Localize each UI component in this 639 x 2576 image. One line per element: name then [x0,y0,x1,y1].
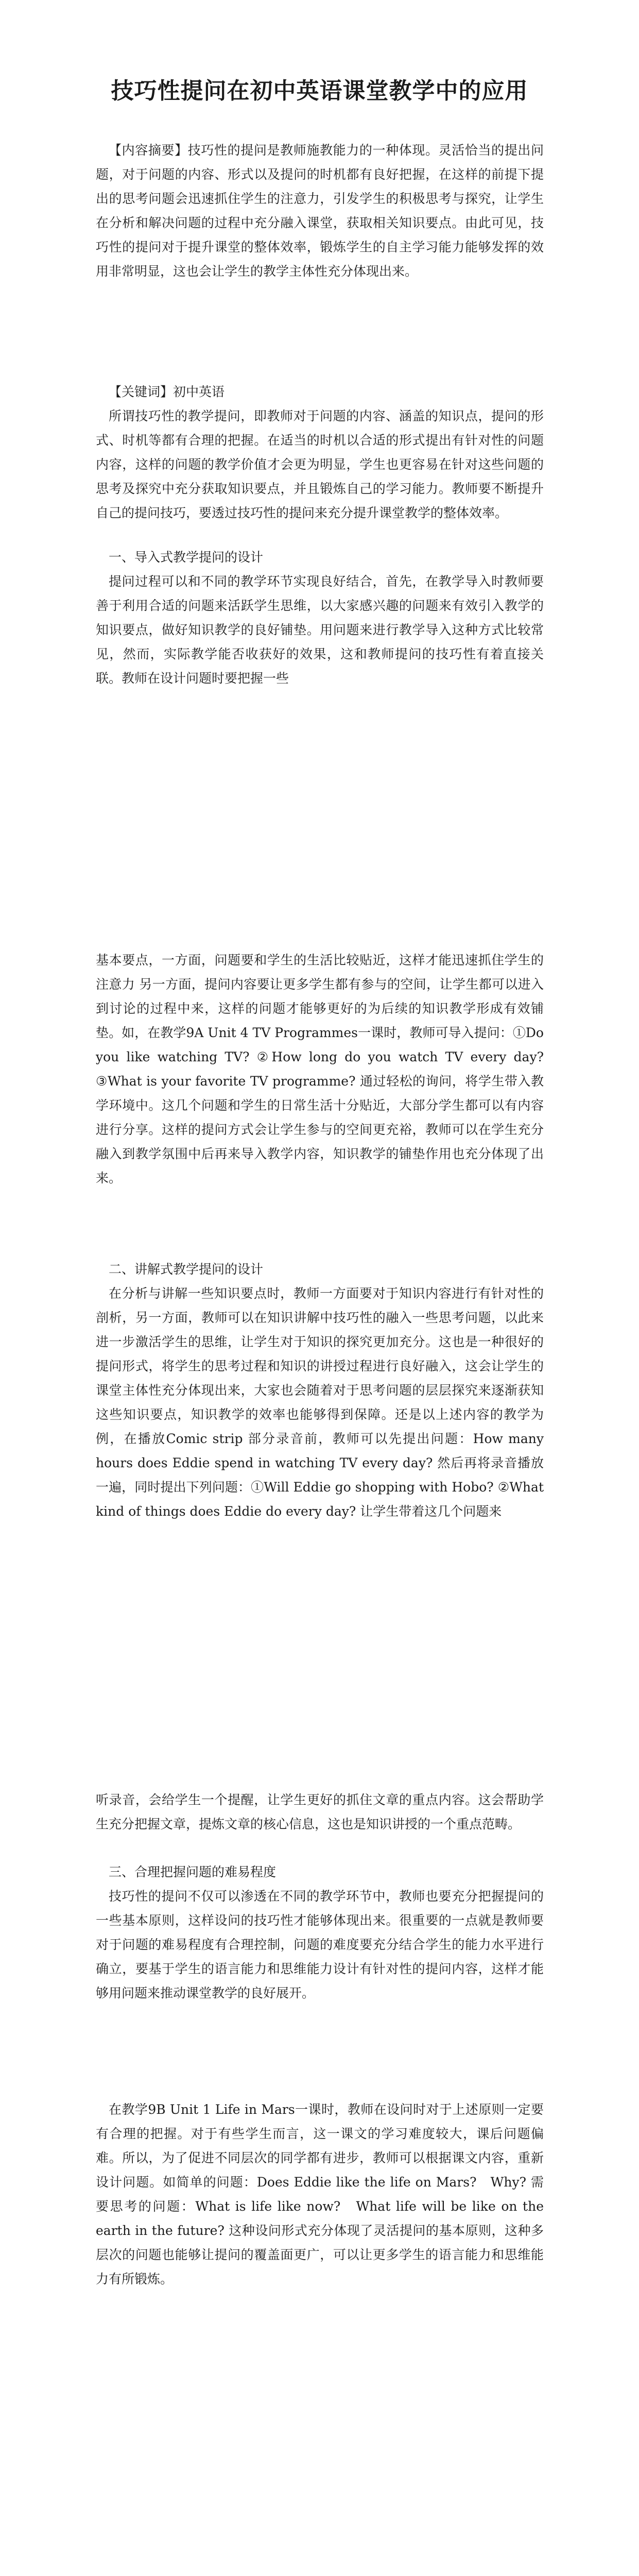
section-2-paragraph-2: 听录音，会给学生一个提醒，让学生更好的抓住文章的重点内容。这会帮助学生充分把握文章，提炼文章的核心信息，这也是知识讲授的一个重点范畴。 [96,1792,544,1832]
section-1-paragraph-1: 提问过程可以和不同的教学环节实现良好结合，首先，在教学导入时教师要善于利用合适的问题来活跃学生思维，以大家感兴趣的问题来有效引入教学的知识要点，做好知识教学的良好铺垫。用问题来进行教学导入这种方式比较常见，然而，实际教学能否收获好的效果，这和教师提问的技巧性有着直接关联。教师在设计问题时要把握一些 [96,574,544,686]
keywords-line: 【关键词】初中英语 [109,384,225,399]
section-2-heading: 二、讲解式教学提问的设计 [109,1262,264,1277]
section-2-paragraph-1: 在分析与讲解一些知识要点时，教师一方面要对于知识内容进行有针对性的剖析，另一方面，教师可以在知识讲解中技巧性的融入一些思考问题，以此来进一步激活学生的思维，让学生对于知识的探究更加充分。这也是一种很好的提问形式，将学生的思考过程和知识的讲授过程进行良好融入，这会让学生的课堂主体性充分体现出来，大家也会随着对于思考问题的层层探究来逐渐获知这些知识要点，知识教学的效率也能够得到保障。还是以上述内容的教学为例，在播放Comic strip 部分录音前，教师可以先提出问题：How many hours does Eddie spend in watching TV every day? 然后再将录音播放一遍，同时提出下列问题：①Will Eddie go shopping with Hobo? ②What kind of things does Eddie do every day? 让学生带着这几个问题来 [96,1286,544,1519]
section-3-paragraph-2: 在教学9B Unit 1 Life in Mars一课时，教师在设问时对于上述原则一定要有合理的把握。对于有些学生而言，这一课文的学习难度较大，课后问题偏难。所以，为了促进不同层次的同学都有进步，教师可以根据课文内容，重新设计问题。如简单的问题：Does Eddie like the life on Mars? Why? 需要思考的问题：What is life like now? What life will be like on the earth in the future? 这种设问形式充分体现了灵活提问的基本原则，这种多层次的问题也能够让提问的覆盖面更广，可以让更多学生的语言能力和思维能力有所锻炼。 [96,2102,544,2286]
section-1-paragraph-2: 基本要点，一方面，问题要和学生的生活比较贴近，这样才能迅速抓住学生的注意力 另一方面，提问内容要让更多学生都有参与的空间，让学生都可以进入到讨论的过程中来，这样的问题才能够更好的为后续的知识教学形成有效铺垫。如，在教学9A Unit 4 TV Programmes一课时，教师可导入提问：①Do you like watching TV? ②How long do you watch TV every day? ③What is your favorite TV programme? 通过轻松的询问，将学生带入教学环境中。这几个问题和学生的日常生活十分贴近，大部分学生都可以有内容进行分享。这样的提问方式会让学生参与的空间更充裕，教师可以在学生充分融入到教学氛围中后再来导入教学内容，知识教学的铺垫作用也充分体现了出来。 [96,953,544,1185]
section-3-paragraph-1: 技巧性的提问不仅可以渗透在不同的教学环节中，教师也要充分把握提问的一些基本原则，这样设问的技巧性才能够体现出来。很重要的一点就是教师要对于问题的难易程度有合理控制，问题的难度要充分结合学生的能力水平进行确立，要基于学生的语言能力和思维能力设计有针对性的提问内容，这样才能够用问题来推动课堂教学的良好展开。 [96,1889,544,2001]
section-3-heading: 三、合理把握问题的难易程度 [109,1865,277,1879]
page-title: 技巧性提问在初中英语课堂教学中的应用 [111,78,528,104]
abstract-paragraph: 【内容摘要】技巧性的提问是教师施教能力的一种体现。灵活恰当的提出问题，对于问题的内容、形式以及提问的时机都有良好把握，在这样的前提下提出的思考问题会迅速抓住学生的注意力，引发学生的积极思考与探究，让学生在分析和解决问题的过程中充分融入课堂，获取相关知识要点。由此可见，技巧性的提问对于提升课堂的整体效率，锻炼学生的自主学习能力能够发挥的效用非常明显，这也会让学生的教学主体性充分体现出来。 [96,143,544,279]
section-1-heading: 一、导入式教学提问的设计 [109,550,264,565]
intro-paragraph: 所谓技巧性的教学提问，即教师对于问题的内容、涵盖的知识点，提问的形式、时机等都有合理的把握。在适当的时机以合适的形式提出有针对性的问题内容，这样的问题的教学价值才会更为明显，学生也更容易在针对这些问题的思考及探究中充分获取知识要点，并且锻炼自己的学习能力。教师要不断提升自己的提问技巧，要透过技巧性的提问来充分提升课堂教学的整体效率。 [96,409,544,520]
